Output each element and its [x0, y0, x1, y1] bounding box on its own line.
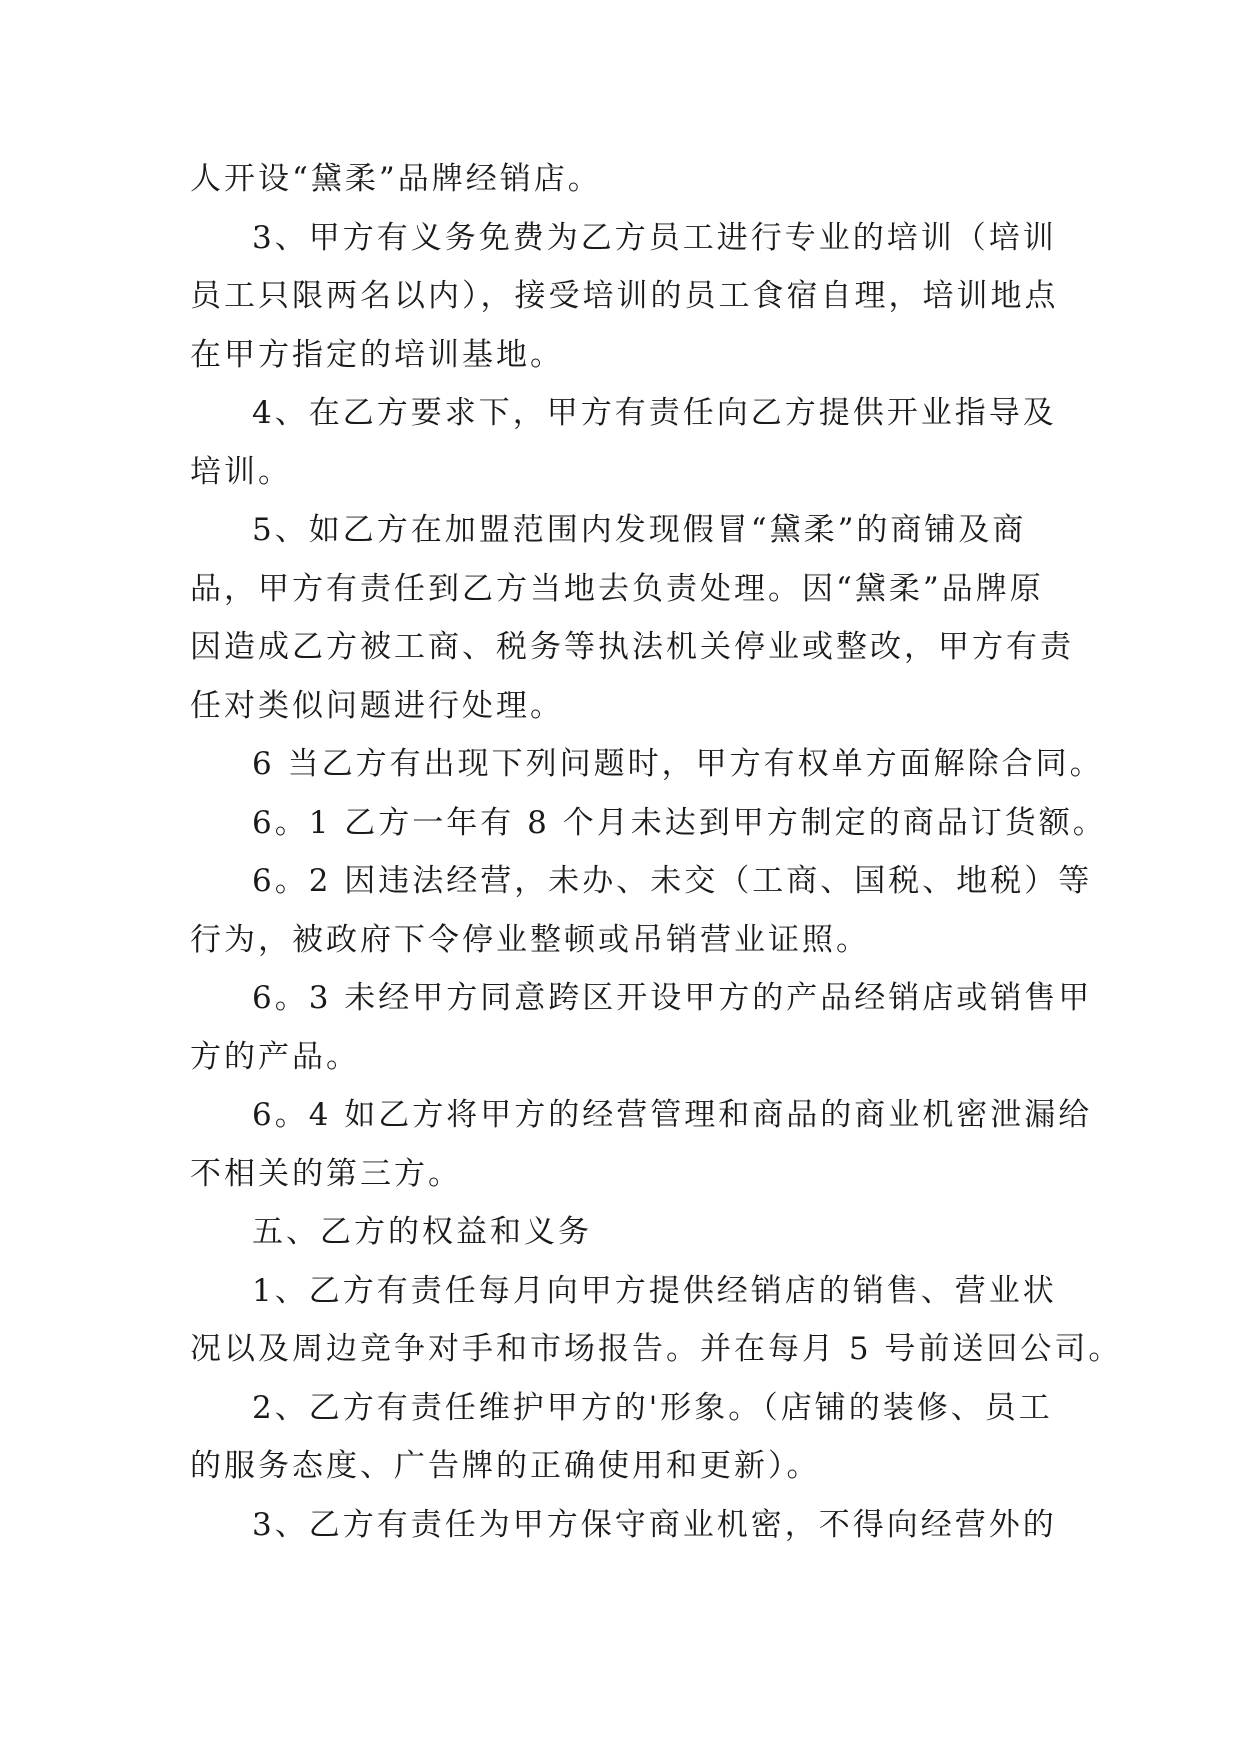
- text-line: 5、如乙方在加盟范围内发现假冒“黛柔”的商铺及商: [252, 512, 1027, 548]
- text-line: 6。3 未经甲方同意跨区开设甲方的产品经销店或销售甲: [252, 980, 1093, 1016]
- text-line: 6。4 如乙方将甲方的经营管理和商品的商业机密泄漏给: [252, 1097, 1093, 1133]
- text-line: 3、甲方有义务免费为乙方员工进行专业的培训（培训: [252, 219, 1057, 256]
- document-body: [190, 150, 1123, 1554]
- text-line: 3、乙方有责任为甲方保守商业机密，不得向经营外的: [252, 1506, 1057, 1543]
- text-line: 员工只限两名以内），接受培训的员工食宿自理，培训地点: [190, 278, 1059, 314]
- text-line: 况以及周边竞争对手和市场报告。并在每月 5 号前送回公司。: [190, 1331, 1123, 1367]
- text-line: 五、乙方的权益和义务: [252, 1214, 592, 1250]
- text-line: 的服务态度、广告牌的正确使用和更新）。: [190, 1448, 821, 1484]
- text-line: 任对类似问题进行处理。: [190, 687, 564, 724]
- text-line: 1、乙方有责任每月向甲方提供经销店的销售、营业状: [252, 1272, 1057, 1309]
- text-line: 4、在乙方要求下，甲方有责任向乙方提供开业指导及: [252, 395, 1057, 431]
- text-line: 方的产品。: [190, 1038, 360, 1075]
- text-line: 人开设“黛柔”品牌经销店。: [190, 161, 602, 197]
- text-line: 因造成乙方被工商、税务等执法机关停业或整改，甲方有责: [190, 629, 1074, 665]
- text-line: 6。2 因违法经营，未办、未交（工商、国税、地税）等: [252, 863, 1093, 899]
- text-line: 行为，被政府下令停业整顿或吊销营业证照。: [190, 921, 870, 958]
- text-line: 在甲方指定的培训基地。: [190, 336, 564, 373]
- text-line: 不相关的第三方。: [190, 1155, 462, 1192]
- text-line: 品，甲方有责任到乙方当地去负责处理。因“黛柔”品牌原: [190, 570, 1044, 607]
- text-line: 培训。: [190, 453, 292, 490]
- text-line: 6 当乙方有出现下列问题时，甲方有权单方面解除合同。: [252, 746, 1104, 782]
- text-line: 6。1 乙方一年有 8 个月未达到甲方制定的商品订货额。: [252, 804, 1107, 841]
- text-line: 2、乙方有责任维护甲方的'形象。（店铺的装修、员工: [252, 1389, 1053, 1426]
